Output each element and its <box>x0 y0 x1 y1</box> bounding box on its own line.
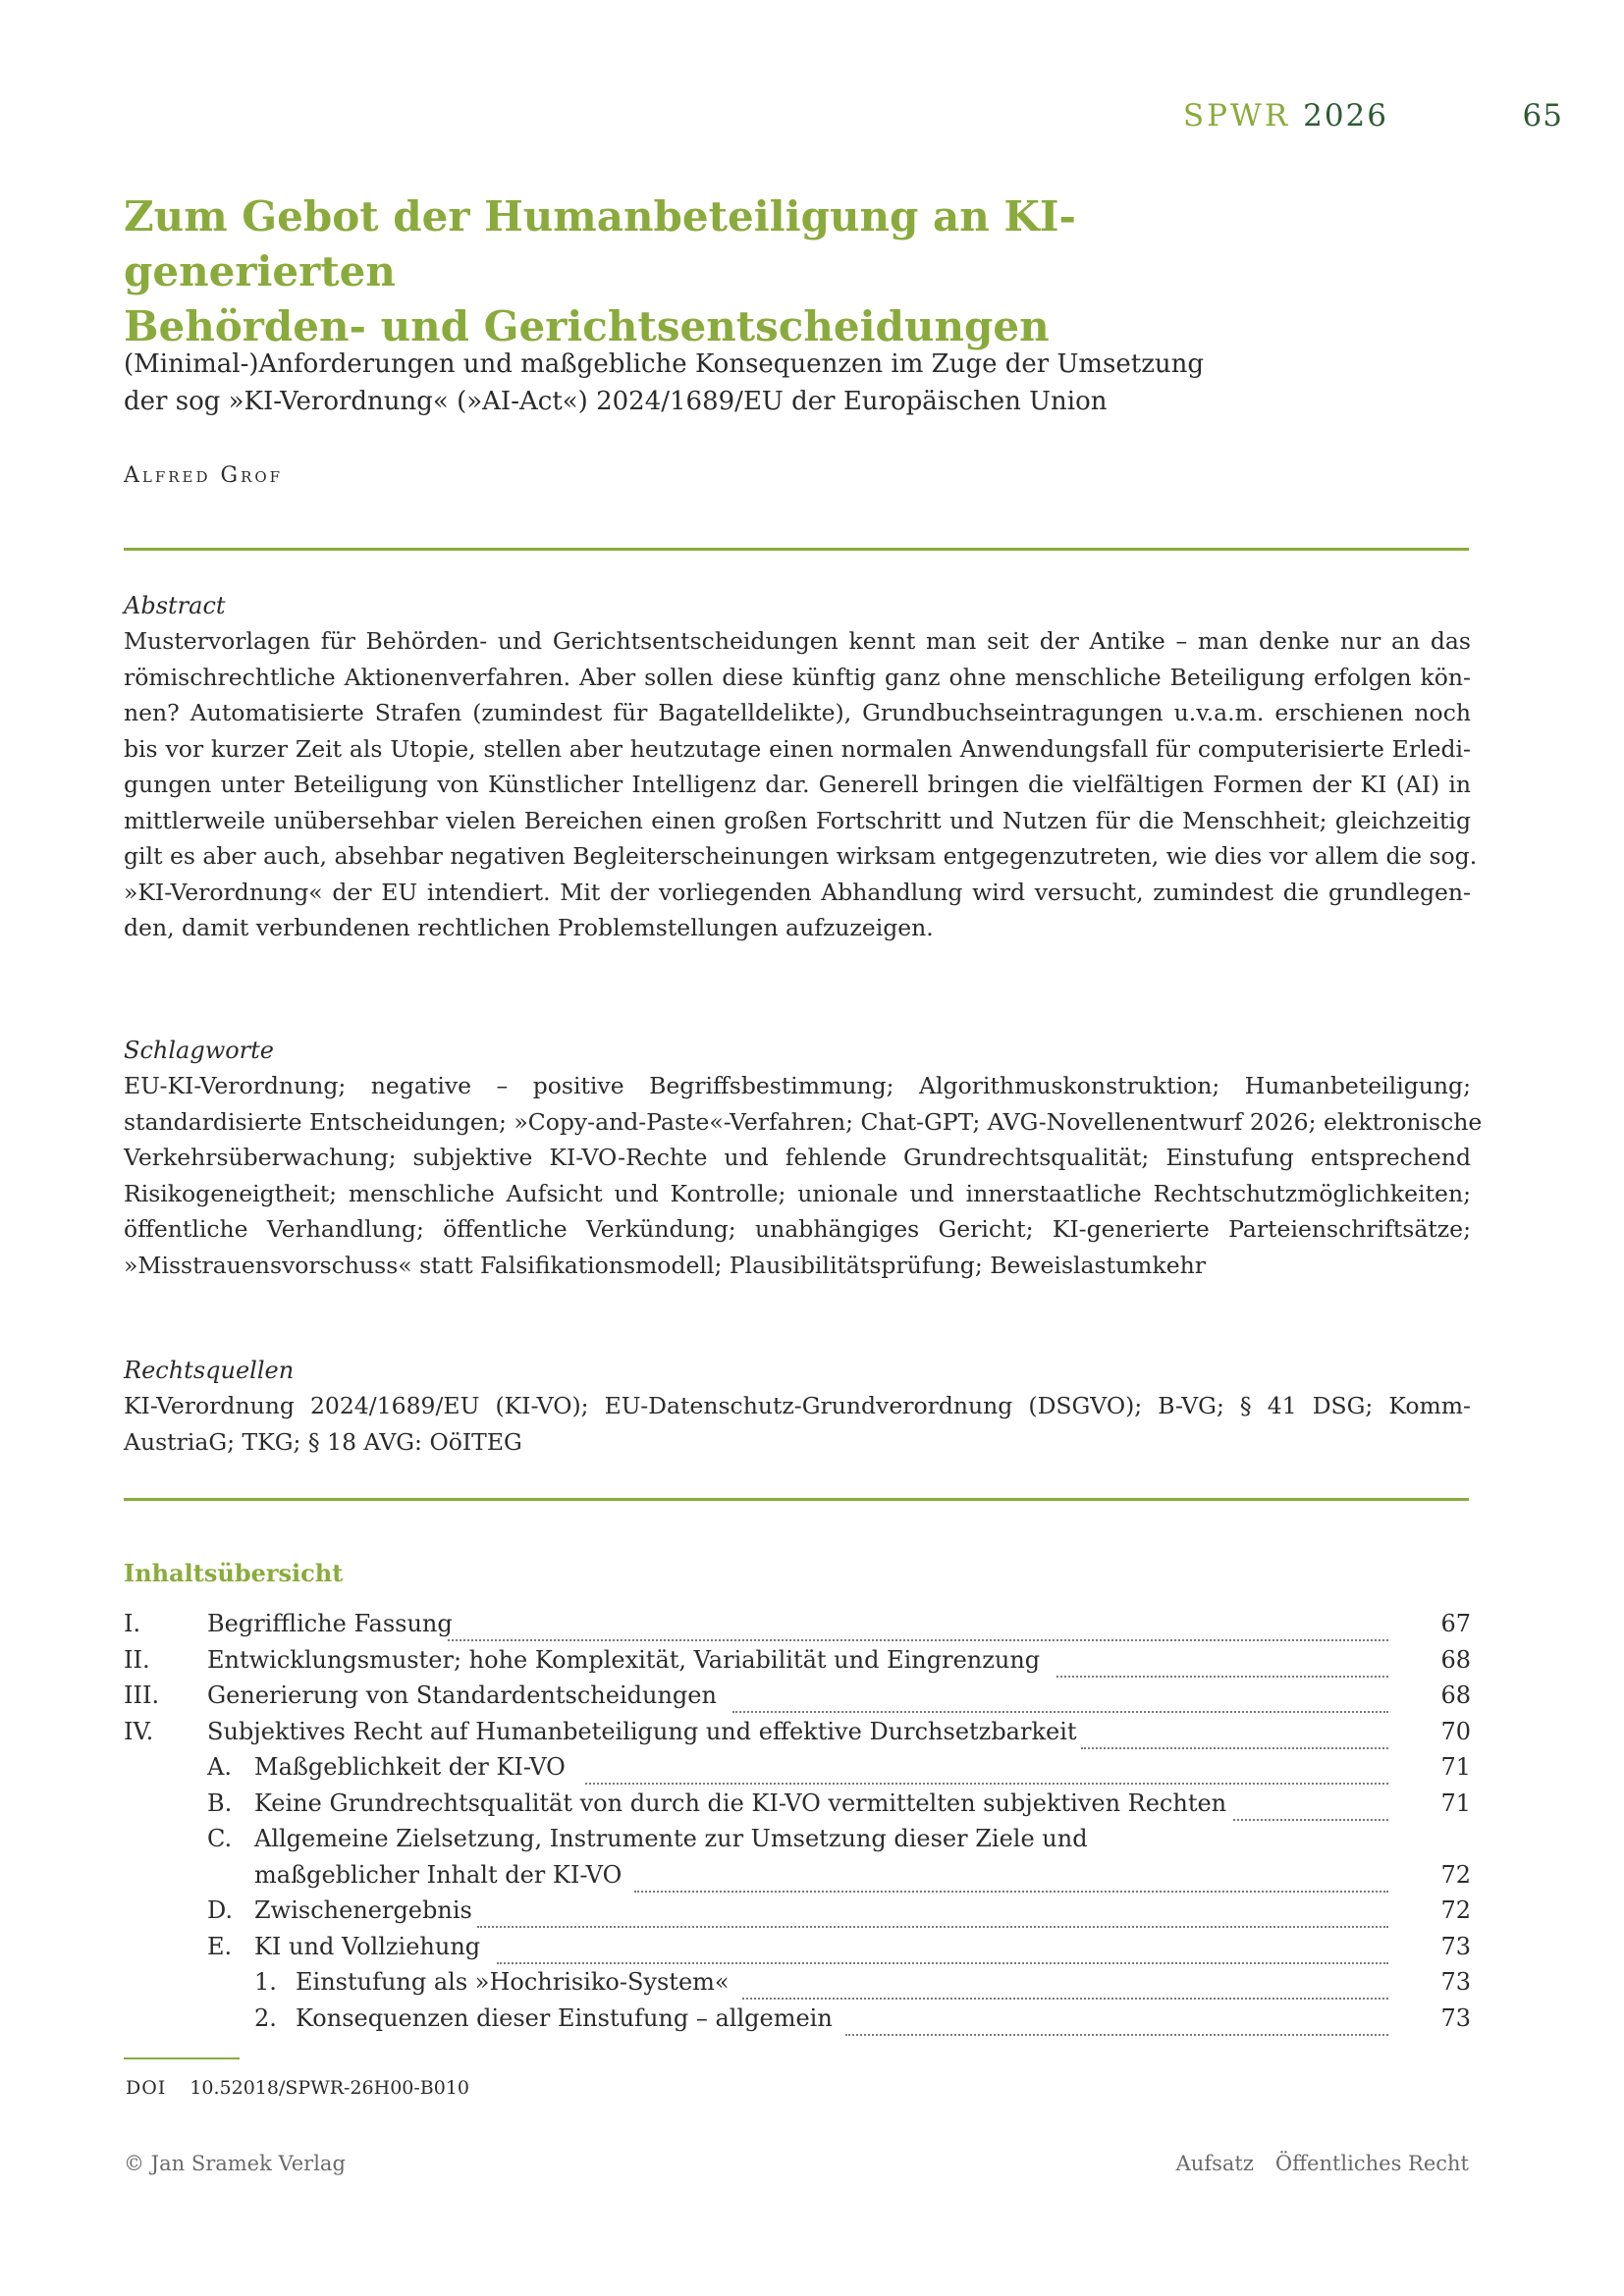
subtitle-line: der sog »KI-Verordnung« (»AI-Act«) 2024/1689/EU der Europäischen Union <box>124 387 1108 416</box>
abstract-line: römischrechtliche Aktionenverfahren. Aber sollen diese künftig ganz ohne menschliche Beteiligung erfolgen kön- <box>124 663 1471 691</box>
toc-leader-dots <box>1081 1718 1388 1749</box>
toc-page-number: 73 <box>1440 1968 1471 1996</box>
sources-line: AustriaG; TKG; § 18 AVG: OöITEG <box>124 1427 522 1456</box>
footer-section <box>1176 2152 1469 2175</box>
toc-entry[interactable] <box>124 1610 1471 1645</box>
toc-leader-dots <box>497 1933 1388 1964</box>
abstract-line: mittlerweile unübersehbar vielen Bereichen einen großen Fortschritt und Nutzen für die Menschheit; gleichzeitig <box>124 806 1471 834</box>
doi-value[interactable]: 10.52018/SPWR-26H00-B010 <box>189 2077 470 2099</box>
toc-title: Konsequenzen dieser Einstufung – allgemein <box>296 2004 840 2032</box>
toc-page-number: 73 <box>1440 2003 1471 2032</box>
toc-leader-dots <box>845 2004 1388 2036</box>
toc-entry[interactable] <box>124 1682 1471 1717</box>
keywords-line: EU-KI-Verordnung; negative – positive Begriffsbestimmung; Algorithmuskonstruktion; Humanbeteiligung; <box>124 1072 1471 1099</box>
toc-entry[interactable] <box>124 1646 1471 1682</box>
toc-entry[interactable] <box>124 1968 1471 2003</box>
toc-title: Subjektives Recht auf Humanbeteiligung und effektive Durchsetzbarkeit <box>207 1718 1085 1745</box>
footer-publisher: © Jan Sramek Verlag <box>124 2152 346 2175</box>
journal-year: 2026 <box>1303 98 1388 133</box>
journal-name: SPWR 2026 <box>1182 98 1388 133</box>
divider-bottom <box>124 1498 1469 1501</box>
keywords-label: Schlagworte <box>124 1037 274 1064</box>
toc-title: Zwischenergebnis <box>254 1896 480 1924</box>
abstract-label: Abstract <box>124 592 226 619</box>
toc-entry[interactable] <box>124 1896 1471 1932</box>
keywords-line: Verkehrsüberwachung; subjektive KI-VO-Rechte und fehlende Grundrechtsqualität; Einstufung entsprechend <box>124 1144 1471 1171</box>
abstract-line: Mustervorlagen für Behörden- und Gerichtsentscheidungen kennt man seit der Antike – man denke nur an das <box>124 627 1471 655</box>
abstract-line: nen? Automatisierte Strafen (zumindest für Bagatelldelikte), Grundbuchseintragungen u.v.a.m. erschienen noch <box>124 699 1471 726</box>
author-name: Alfred Grof <box>124 463 284 488</box>
toc-entry[interactable] <box>124 2004 1471 2040</box>
keywords-line: öffentliche Verhandlung; öffentliche Verkündung; unabhängiges Gericht; KI-generierte Parteienschriftsätze; <box>124 1215 1471 1243</box>
page-number: 65 <box>1522 98 1563 133</box>
sources-text <box>124 1388 1471 1460</box>
toc-title: Maßgeblichkeit der KI-VO <box>254 1753 573 1781</box>
keywords-line: standardisierte Entscheidungen; »Copy-and-Paste«-Verfahren; Chat-GPT; AVG-Novellenentwurf 2026; elektronische <box>124 1107 1483 1136</box>
toc-page-number: 68 <box>1440 1645 1471 1674</box>
footer-article-type: Aufsatz <box>1175 2152 1254 2175</box>
subtitle-line: (Minimal-)Anforderungen und maßgebliche Konsequenzen im Zuge der Umsetzung <box>124 349 1205 379</box>
toc-page-number: 72 <box>1440 1896 1471 1924</box>
toc-entry[interactable] <box>124 1825 1471 1860</box>
abstract-line: gungen unter Beteiligung von Künstlicher Intelligenz dar. Generell bringen die vielfältigen Formen der KI (AI) in <box>124 771 1471 798</box>
article-title <box>124 189 1302 354</box>
toc-number: E. <box>207 1932 233 1960</box>
doi-line <box>126 2077 469 2099</box>
toc-number: A. <box>207 1753 232 1781</box>
article-subtitle <box>124 346 1351 420</box>
abstract-line: den, damit verbundenen rechtlichen Problemstellungen aufzuzeigen. <box>124 914 934 941</box>
toc-page-number: 67 <box>1440 1610 1471 1637</box>
toc-number: III. <box>124 1682 160 1709</box>
toc-number: 1. <box>254 1968 277 1996</box>
title-line: Zum Gebot der Humanbeteiligung an KI-generierten <box>124 192 1076 295</box>
toc-leader-dots <box>1056 1646 1388 1678</box>
toc-number: I. <box>124 1610 141 1637</box>
toc-title: Entwicklungsmuster; hohe Komplexität, Variabilität und Eingrenzung <box>207 1646 1048 1674</box>
doi-label: DOI <box>126 2077 167 2099</box>
toc-entry[interactable] <box>124 1718 1471 1753</box>
sources-line: KI-Verordnung 2024/1689/EU (KI-VO); EU-Datenschutz-Grundverordnung (DSGVO); B-VG; § 41 DSG; Komm- <box>124 1392 1471 1419</box>
abstract-line: gilt es aber auch, absehbar negativen Begleiterscheinungen wirksam entgegenzutreten, wie dies vor allem die sog. <box>124 842 1478 870</box>
toc-leader-dots <box>634 1861 1388 1893</box>
divider-top <box>124 548 1469 551</box>
toc-number: 2. <box>254 2003 277 2032</box>
running-head <box>0 98 1624 137</box>
toc-title: Begriffliche Fassung <box>207 1610 460 1637</box>
toc-title: Einstufung als »Hochrisiko-System« <box>296 1968 737 1996</box>
toc-entry[interactable] <box>124 1933 1471 1968</box>
title-line: Behörden- und Gerichtsentscheidungen <box>124 302 1050 350</box>
toc-page-number: 71 <box>1440 1789 1471 1817</box>
toc-leader-dots <box>732 1682 1388 1713</box>
toc-title: Generierung von Standardentscheidungen <box>207 1682 725 1709</box>
toc-leader-dots <box>585 1753 1388 1785</box>
toc-title: KI und Vollziehung <box>254 1933 488 1960</box>
abstract-text <box>124 623 1478 946</box>
toc-title: Keine Grundrechtsqualität von durch die KI-VO vermittelten subjektiven Rechten <box>254 1789 1234 1817</box>
toc-title: maßgeblicher Inhalt der KI-VO <box>254 1861 629 1889</box>
footer-field: Öffentliches Recht <box>1274 2152 1469 2175</box>
sources-label: Rechtsquellen <box>124 1357 295 1384</box>
footnote-rule <box>124 2057 240 2059</box>
toc-page-number: 68 <box>1440 1682 1471 1709</box>
toc-entry[interactable] <box>124 1789 1471 1825</box>
toc-entry[interactable] <box>124 1861 1471 1896</box>
toc-page-number: 73 <box>1440 1932 1471 1960</box>
toc-leader-dots <box>477 1896 1388 1928</box>
toc-entry[interactable] <box>124 1753 1471 1789</box>
keywords-line: »Misstrauensvorschuss« statt Falsifikationsmodell; Plausibilitätsprüfung; Beweislastumkehr <box>124 1251 1206 1279</box>
toc-number: C. <box>207 1825 233 1852</box>
toc-number: D. <box>207 1896 234 1924</box>
toc-page-number: 70 <box>1440 1717 1471 1745</box>
toc-leader-dots <box>742 1968 1388 2000</box>
abstract-line: bis vor kurzer Zeit als Utopie, stellen aber heutzutage einen normalen Anwendungsfall für computerisierte Erledi- <box>124 734 1471 763</box>
toc-heading: Inhaltsübersicht <box>124 1559 344 1587</box>
toc-title: Allgemeine Zielsetzung, Instrumente zur Umsetzung dieser Ziele und <box>254 1825 1096 1852</box>
toc-page-number: 72 <box>1440 1860 1471 1889</box>
toc-leader-dots <box>1233 1789 1388 1821</box>
toc-number: B. <box>207 1789 233 1817</box>
abstract-line: »KI-Verordnung« der EU intendiert. Mit der vorliegenden Abhandlung wird versucht, zumindest die grundlegen- <box>124 878 1471 906</box>
toc-page-number: 71 <box>1440 1753 1471 1781</box>
toc-number: II. <box>124 1645 150 1674</box>
keywords-text <box>124 1068 1483 1283</box>
keywords-line: Risikogeneigtheit; menschliche Aufsicht und Kontrolle; unionale und innerstaatliche Rechtschutzmöglichkeiten; <box>124 1179 1471 1207</box>
toc-number: IV. <box>124 1717 154 1745</box>
toc-leader-dots <box>448 1610 1388 1641</box>
